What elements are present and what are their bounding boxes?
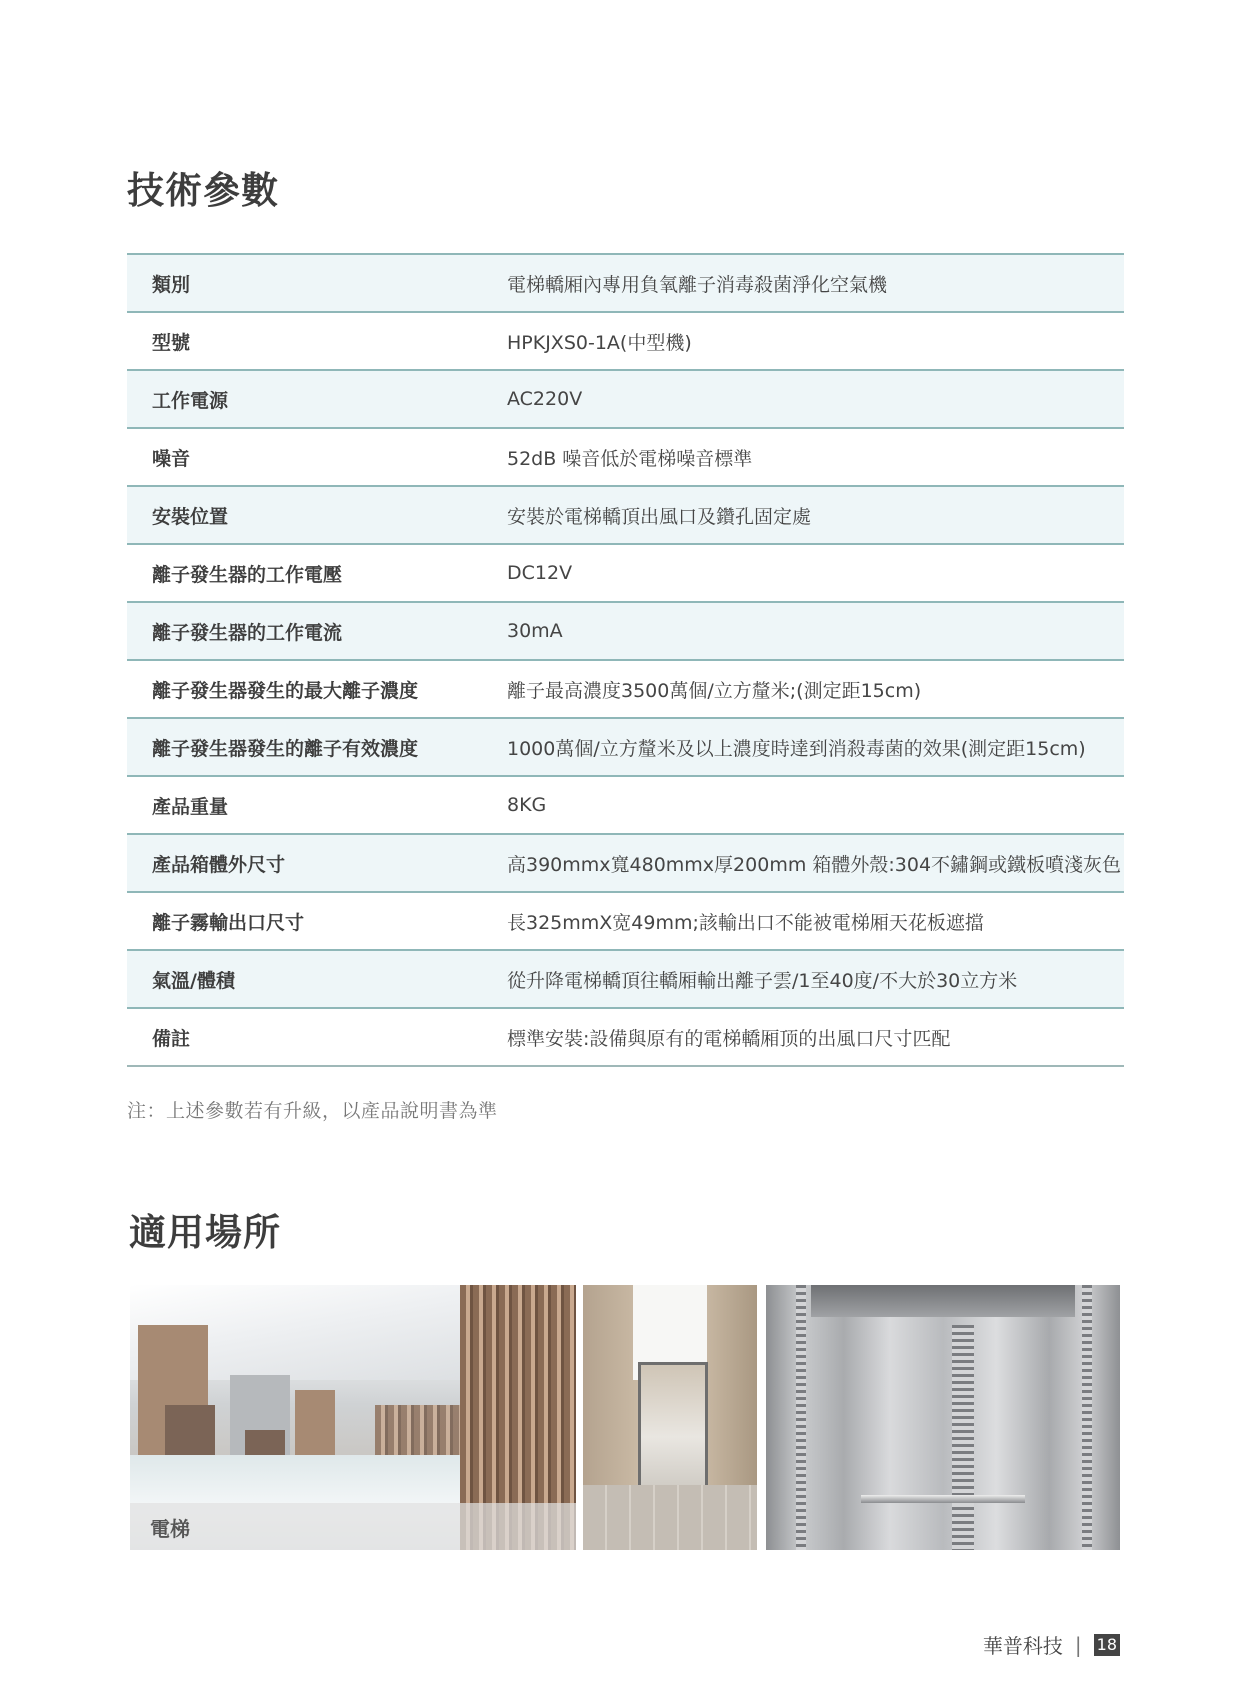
spec-value: HPKJXS0-1A(中型機) [507, 312, 1124, 370]
table-row [127, 486, 1124, 544]
photo-caption: 電梯 [150, 1517, 190, 1541]
spec-label: 產品箱體外尺寸 [127, 834, 507, 892]
table-row [127, 544, 1124, 602]
photo-caption-bar [130, 1503, 576, 1550]
spec-value: 長325mmX宽49mm;該輸出口不能被電梯厢天花板遮擋 [507, 892, 1124, 950]
perforated-strip [796, 1285, 806, 1550]
page-number: 18 [1094, 1634, 1120, 1656]
table-row [127, 892, 1124, 950]
cabin-ceiling [811, 1285, 1075, 1317]
floor [583, 1485, 757, 1550]
elevator-cabin-photo [766, 1285, 1120, 1550]
spec-label: 噪音 [127, 428, 507, 486]
table-row [127, 1008, 1124, 1066]
spec-label: 安裝位置 [127, 486, 507, 544]
spec-value: 30mA [507, 602, 1124, 660]
spec-value: 1000萬個/立方釐米及以上濃度時達到消殺毒菌的效果(測定距15cm) [507, 718, 1124, 776]
table-row [127, 950, 1124, 1008]
spec-value: 離子最高濃度3500萬個/立方釐米;(測定距15cm) [507, 660, 1124, 718]
spec-value: 安裝於電梯轎頂出風口及鑽孔固定處 [507, 486, 1124, 544]
table-row [127, 834, 1124, 892]
perforated-strip [1082, 1285, 1092, 1550]
spec-label: 離子霧輸出口尺寸 [127, 892, 507, 950]
spec-label: 離子發生器發生的離子有效濃度 [127, 718, 507, 776]
table-row [127, 370, 1124, 428]
spec-label: 型號 [127, 312, 507, 370]
table-row [127, 602, 1124, 660]
venues-section-title: 適用場所 [129, 1211, 281, 1254]
table-row [127, 254, 1124, 312]
table-row [127, 776, 1124, 834]
page-footer [983, 1630, 1120, 1659]
spec-label: 離子發生器的工作電壓 [127, 544, 507, 602]
spec-value: 8KG [507, 776, 1124, 834]
spec-value: 高390mmx寬480mmx厚200mm 箱體外殼:304不鏽鋼或鐵板噴淺灰色 [507, 834, 1124, 892]
spec-footnote: 注：上述參數若有升級，以產品說明書為準 [127, 1100, 498, 1122]
spec-label: 產品重量 [127, 776, 507, 834]
table-row [127, 718, 1124, 776]
table-row [127, 428, 1124, 486]
spec-value: 52dB 噪音低於電梯噪音標準 [507, 428, 1124, 486]
spec-table [127, 253, 1124, 1067]
footer-divider: | [1074, 1632, 1082, 1657]
spec-label: 類別 [127, 254, 507, 312]
spec-value: 從升降電梯轎頂往轎厢輸出離子雲/1至40度/不大於30立方米 [507, 950, 1124, 1008]
elevator-lobby-photo [130, 1285, 576, 1550]
elevator-cab-opening [638, 1362, 708, 1488]
spec-label: 工作電源 [127, 370, 507, 428]
brand-name: 華普科技 [982, 1634, 1063, 1658]
elevator-doorway-photo [583, 1285, 757, 1550]
table-row [127, 312, 1124, 370]
spec-value: 標準安裝:設備與原有的電梯轎厢顶的出風口尺寸匹配 [507, 1008, 1124, 1066]
spec-value: AC220V [507, 370, 1124, 428]
spec-label: 氣溫/體積 [127, 950, 507, 1008]
specs-section-title: 技術參數 [127, 169, 279, 212]
handrail [861, 1495, 1025, 1503]
spec-label: 離子發生器的工作電流 [127, 602, 507, 660]
spec-label: 備註 [127, 1008, 507, 1066]
spec-value: 電梯轎厢內專用負氧離子消毒殺菌淨化空氣機 [507, 254, 1124, 312]
table-row [127, 660, 1124, 718]
spec-label: 離子發生器發生的最大離子濃度 [127, 660, 507, 718]
perforated-strip [952, 1325, 974, 1550]
spec-value: DC12V [507, 544, 1124, 602]
